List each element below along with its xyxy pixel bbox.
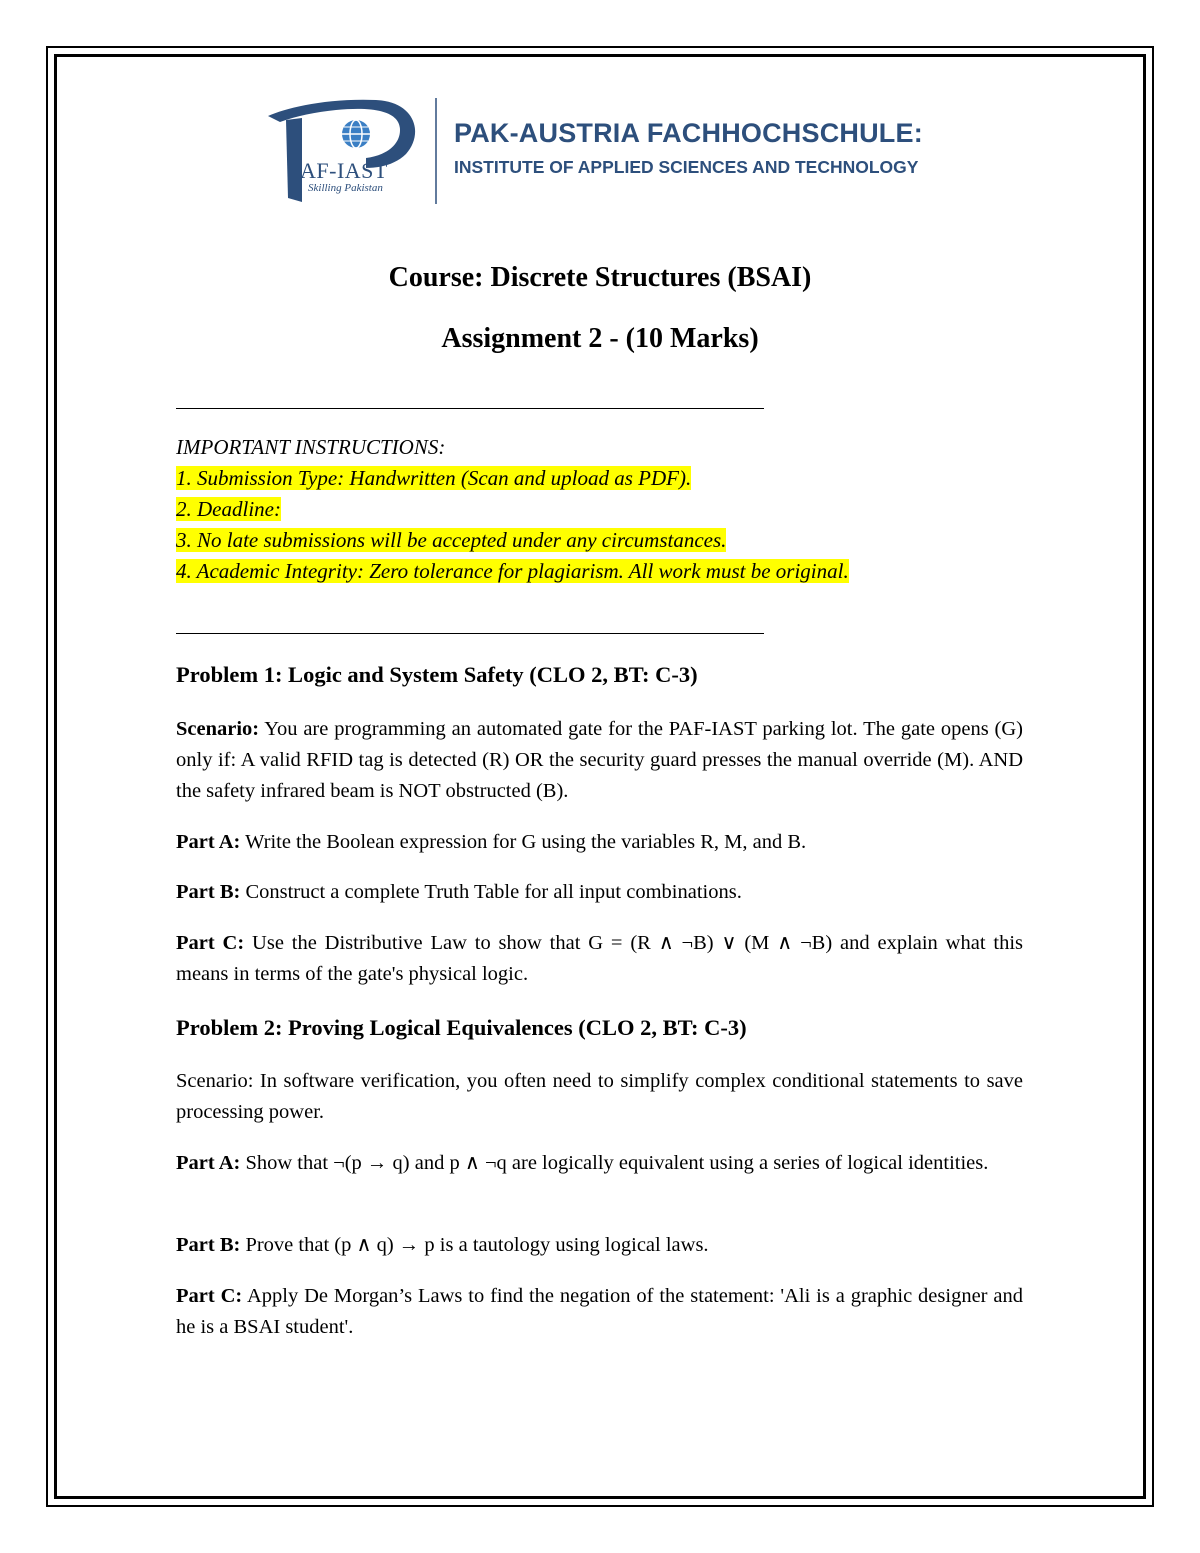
problem2-part-c: Part C: Apply De Morgan’s Laws to find the negation of the statement: 'Ali is a graphic designer and he is a BSAI student'. <box>176 1285 1023 1338</box>
institute-subtitle: INSTITUTE OF APPLIED SCIENCES AND TECHNOLOGY <box>454 157 919 177</box>
problem1-part-c: Part C: Use the Distributive Law to show that G = (R ∧ ¬B) ∨ (M ∧ ¬B) and explain what this means in terms of the gate's physical logic. <box>176 932 1023 985</box>
institute-name: PAK-AUSTRIA FACHHOCHSCHULE: <box>454 118 923 148</box>
divider-bottom <box>176 633 764 634</box>
problem1-part-a: Part A: Write the Boolean expression for G using the variables R, M, and B. <box>176 831 807 853</box>
assignment-title: Assignment 2 - (10 Marks) <box>441 323 759 354</box>
problem2-heading: Problem 2: Proving Logical Equivalences (CLO 2, BT: C-3) <box>176 1015 747 1040</box>
instruction-item: 1. Submission Type: Handwritten (Scan and upload as PDF). <box>176 466 692 490</box>
instructions-heading: IMPORTANT INSTRUCTIONS: <box>176 435 446 459</box>
instruction-item: 2. Deadline: <box>176 497 281 521</box>
problem1-scenario: Scenario: You are programming an automated gate for the PAF-IAST parking lot. The gate opens (G) only if: A valid RFID tag is detected (R) OR the security guard presses the manual override (M). AND the safety infrared beam is NOT obstructed (B). <box>176 718 1023 802</box>
instruction-item: 3. No late submissions will be accepted under any circumstances. <box>176 528 727 552</box>
course-title: Course: Discrete Structures (BSAI) <box>388 262 812 293</box>
logo-mark: AF-IAST <box>300 158 388 183</box>
problem1-heading: Problem 1: Logic and System Safety (CLO 2, BT: C-3) <box>176 662 698 687</box>
problem2-scenario: Scenario: In software verification, you often need to simplify complex conditional statements to save processing power. <box>176 1070 1023 1123</box>
divider-top <box>176 408 764 409</box>
instruction-item: 4. Academic Integrity: Zero tolerance for plagiarism. All work must be original. <box>176 559 849 583</box>
logo-tagline: Skilling Pakistan <box>308 182 383 194</box>
problem1-part-b: Part B: Construct a complete Truth Table for all input combinations. <box>176 881 742 903</box>
problem2-part-b: Part B: Prove that (p ∧ q) → p is a tautology using logical laws. <box>176 1234 709 1256</box>
problem2-part-a: Part A: Show that ¬(p → q) and p ∧ ¬q are logically equivalent using a series of logical identities. <box>176 1152 989 1174</box>
